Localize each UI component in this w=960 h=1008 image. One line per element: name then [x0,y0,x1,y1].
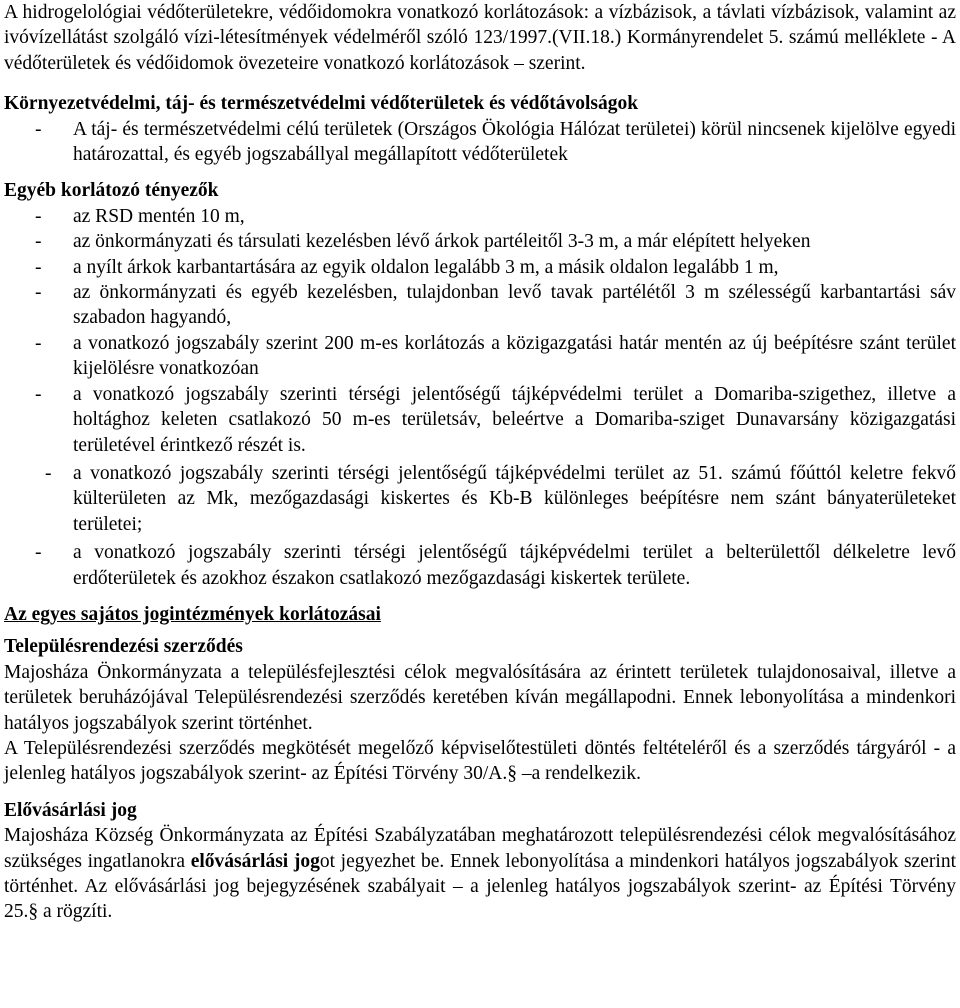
section-heading-legal-institutions: Az egyes sajátos jogintézmények korlátozásai [4,603,381,625]
list-item: - a vonatkozó jogszabály szerinti térségi jelentőségű tájképvédelmi terület a belterülettől délkeletre levő erdőterületek és azokhoz északon csatlakozó mezőgazdasági kiskertek területe. [35,542,956,589]
list-item: - az önkormányzati és társulati kezelésben lévő árkok partéleitől 3-3 m, a már elépített helyeken [4,229,956,254]
list-dash: - [35,231,42,253]
list-dash: - [35,205,42,227]
list-dash: - [35,383,42,405]
section-heading-environmental: Környezetvédelmi, táj- és természetvédelmi védőterületek és védőtávolságok [4,93,639,115]
list-item: - a vonatkozó jogszabály szerint 200 m-es korlátozás a közigazgatási határ mentén az új beépítésre szánt terület kijelölésre vonatkozóan [35,332,956,380]
settlement-contract-paragraph-2: A Településrendezési szerződés megkötését megelőző képviselőtestületi döntés feltételéről és a szerződés tárgyáról - a jelenleg hatályos jogszabályok szerint- az Építési Törvény 30/A.§ –a rendelkezik. [4,737,956,785]
settlement-contract-paragraph-1: Majosháza Önkormányzata a településfejlesztési célok megvalósítására az érintett területek tulajdonosaival, illetve a területek beruházójával Településrendezési szerződés keretében kíván megállapodni. Ennek lebonyolítása a mindenkori hatályos jogszabályok szerint történhet. [4,661,956,734]
list-dash: - [35,282,42,304]
list-dash: - [45,462,52,484]
list-item: - a vonatkozó jogszabály szerinti térségi jelentőségű tájképvédelmi terület a Domariba-szigethez, illetve a holtághoz keleten csatlakozó 50 m-es területsáv, beleértve a Domariba-sziget Dunavarsány közigazgatási területével érintkező részét is. [35,383,956,456]
list-dash: - [35,118,42,140]
restrictions-list [4,204,956,591]
environmental-list [4,117,956,168]
list-item: - az RSD mentén 10 m, [4,204,956,229]
intro-paragraph: A hidrogelológiai védőterületekre, védőidomokra vonatkozó korlátozások: a vízbázisok, a távlati vízbázisok, valamint az ivóvízellátást szolgáló vízi-létesítmények védelméről szóló 123/1997.(VII.18.) Kormányrendelet 5. számú melléklete - A védőterületek és védőidomok övezeteire vonatkozó korlátozások – szerint. [4,2,956,74]
list-item: - a vonatkozó jogszabály szerinti térségi jelentőségű tájképvédelmi terület az 51. számú főúttól keletre fekvő külterületen az Mk, mezőgazdasági kiskertes és Kb-B különleges beépítésre nem szánt bányaterületeket területei; [45,462,956,535]
section-heading-other-restrictions: Egyéb korlátozó tényezők [4,180,219,202]
section-heading-settlement-contract: Településrendezési szerződés [4,636,243,658]
list-dash: - [35,332,42,354]
list-item: - a nyílt árkok karbantartására az egyik oldalon legalább 3 m, a másik oldalon legalább 1 m, [4,255,956,280]
section-heading-preemption-right: Elővásárlási jog [4,799,137,821]
list-dash: - [35,542,42,564]
list-item: - A táj- és természetvédelmi célú területek (Országos Ökológia Hálózat területei) körül nincsenek kijelölve egyedi határozattal, és egyéb jogszabállyal megállapított védőterületek [35,118,956,166]
preemption-right-paragraph: Majosháza Község Önkormányzata az Építési Szabályzatában meghatározott településrendezési célok megvalósításához szükséges ingatlanokra elővásárlási jogot jegyezhet be. Ennek lebonyolítása a mindenkori hatályos jogszabályok szerint történhet. Az elővásárlási jog bejegyzésének szabályait – a jelenleg hatályos jogszabályok szerint- az Építési Törvény 25.§ a rögzíti. [4,825,957,923]
list-item: - az önkormányzati és egyéb kezelésben, tulajdonban levő tavak partélétől 3 m szélességű karbantartási sáv szabadon hagyandó, [35,282,956,329]
preemption-right-bold: elővásárlási jog [190,850,320,872]
list-dash: - [35,256,42,278]
